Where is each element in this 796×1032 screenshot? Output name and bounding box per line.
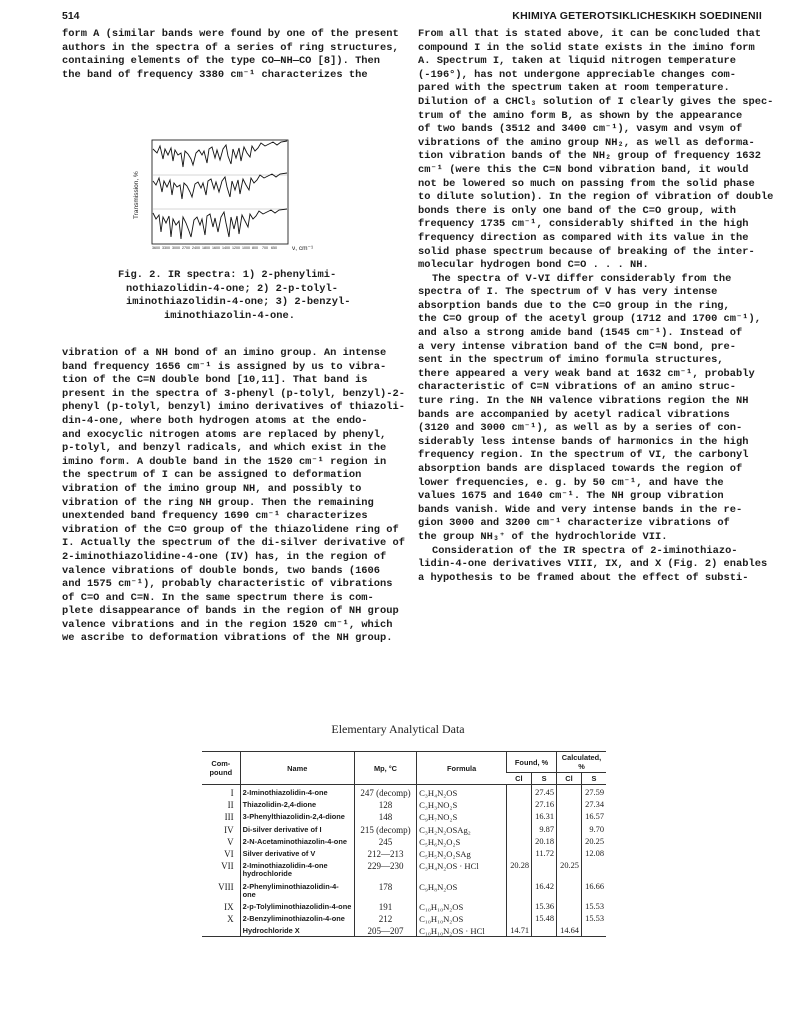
- cell-formula: C₉H₇NO₂S: [417, 809, 507, 821]
- cell-calc-cl: [557, 899, 582, 911]
- cell-found-cl: [507, 911, 532, 923]
- text-line: solid phase spectrum because of breaking of the inter-: [418, 245, 755, 258]
- cell-mp: 229—230: [354, 858, 416, 878]
- text-line: plete disappearance of bands in the region of NH group: [62, 605, 399, 618]
- text-line: the C=O group of the acetyl group (1712 and 1700 cm⁻¹),: [418, 313, 761, 326]
- cell-calc-cl: 14.64: [557, 923, 582, 936]
- text-line: gion 3000 and 3200 cm⁻¹ characterize vibrations of: [418, 517, 730, 530]
- cell-name: 2-p-Tolyliminothiazolidin-4-one: [240, 899, 354, 911]
- text-line: p-tolyl, and benzyl radicals, and which exist in the: [62, 442, 387, 455]
- cell-calc-cl: [557, 834, 582, 846]
- text-line: From all that is stated above, it can be concluded that: [418, 28, 761, 40]
- cell-calc-s: [581, 858, 606, 878]
- text-line: (-196°), has not undergone appreciable changes com-: [418, 68, 737, 81]
- cell-formula: C₁₀H₁₀N₂OS: [417, 911, 507, 923]
- svg-text:1400: 1400: [222, 246, 230, 250]
- left-column-top: [62, 28, 402, 82]
- col-header-found-cl: Cl: [507, 773, 532, 785]
- text-line: din-4-one, where both hydrogen atoms at the endo-: [62, 414, 368, 427]
- col-header-calculated: Calculated, %: [557, 752, 606, 773]
- cell-formula: C₅H₅N₂O₂SAg: [417, 846, 507, 858]
- cell-found-s: 27.16: [532, 797, 557, 809]
- text-line: not be lowered so much on passing from the solid phase: [418, 177, 755, 190]
- svg-text:800: 800: [252, 246, 258, 250]
- table-row: [202, 809, 606, 821]
- text-line: lidin-4-one derivatives VIII, IX, and X (Fig. 2) enables: [418, 558, 768, 571]
- cell-found-cl: [507, 899, 532, 911]
- table-row: [202, 911, 606, 923]
- cell-calc-cl: [557, 879, 582, 899]
- running-header: [62, 10, 762, 26]
- cell-name: Di-silver derivative of I: [240, 822, 354, 834]
- table-row: [202, 822, 606, 834]
- cell-name: Thiazolidin-2,4-dione: [240, 797, 354, 809]
- text-line: a very intense vibration band of the C=N bond, pre-: [418, 340, 737, 353]
- cell-formula: C₃H₃NO₂S: [417, 797, 507, 809]
- cell-formula: C₁₀H₁₀N₂OS · HCl: [417, 923, 507, 936]
- cell-found-cl: [507, 879, 532, 899]
- text-line: present in the spectra of 3-phenyl (p-tolyl, benzyl)-2-: [62, 387, 405, 400]
- cell-calc-s: 20.25: [581, 834, 606, 846]
- cell-found-s: 16.31: [532, 809, 557, 821]
- cell-found-cl: 20.28: [507, 858, 532, 878]
- text-line: vibration of the C=O group of the thiazolidene ring of: [62, 523, 399, 536]
- svg-text:700: 700: [262, 246, 268, 250]
- spectrum-2: [153, 173, 287, 199]
- text-line: vibration of a NH bond of an imino group. An intense: [62, 347, 387, 359]
- cell-id: VI: [224, 849, 234, 860]
- cell-calc-cl: [557, 846, 582, 858]
- svg-text:650: 650: [271, 246, 277, 250]
- text-line: of two bands (3512 and 3400 cm⁻¹), νasym and νsym of: [418, 123, 743, 136]
- text-line: characteristic of C=N vibrations of an amino struc-: [418, 381, 737, 394]
- ir-spectra-plot: [130, 137, 330, 257]
- cell-formula: C₅H₆N₂O₂S: [417, 834, 507, 846]
- text-line: containing elements of the type CO—NH—CO [8]). Then: [62, 55, 381, 68]
- cell-id: III: [224, 812, 234, 823]
- text-line: bands vanish. Wide and very intense bands in the re-: [418, 503, 743, 516]
- cell-mp: 215 (decomp): [354, 822, 416, 834]
- text-line: trum of the amino form B, as shown by the appearance: [418, 109, 743, 122]
- text-line: and 1575 cm⁻¹), probably characteristic of vibrations: [62, 578, 393, 591]
- right-column: [418, 28, 774, 585]
- text-line: frequency region. In the spectrum of VI, the carbonyl: [418, 449, 749, 462]
- cell-id: VIII: [218, 881, 234, 892]
- text-line: A. Spectrum I, taken at liquid nitrogen temperature: [418, 55, 737, 68]
- text-line: Consideration of the IR spectra of 2-iminothiazo-: [432, 544, 738, 557]
- cell-calc-s: 15.53: [581, 899, 606, 911]
- table-row: [202, 785, 606, 798]
- cell-found-s: 15.36: [532, 899, 557, 911]
- cell-id: X: [227, 914, 234, 925]
- text-line: values 1675 and 1640 cm⁻¹. The NH group vibration: [418, 490, 724, 503]
- text-line: band frequency 1656 cm⁻¹ is assigned by us to vibra-: [62, 360, 387, 373]
- text-line: phenyl (p-tolyl, benzyl) imino derivatives of thiazoli-: [62, 401, 405, 414]
- cell-found-s: 20.18: [532, 834, 557, 846]
- text-line: we ascribe to deformation vibrations of the NH group.: [62, 632, 393, 645]
- text-line: valence vibrations of double bonds, two bands (1606: [62, 564, 381, 577]
- text-line: vibration of the ring NH group. Then the remaining: [62, 496, 374, 509]
- cell-mp: 245: [354, 834, 416, 846]
- text-line: to dilute solution). In the region of vibration of double: [418, 191, 774, 204]
- cell-calc-cl: [557, 911, 582, 923]
- text-line: molecular hydrogen bond C=O . . . NH.: [418, 259, 649, 272]
- text-line: there appeared a very weak band at 1632 cm⁻¹, probably: [418, 367, 755, 380]
- cell-name: 3-Phenylthiazolidin-2,4-dione: [240, 809, 354, 821]
- text-line: the spectrum of I can be assigned to deformation: [62, 469, 362, 482]
- col-header-calc-cl: Cl: [557, 773, 582, 785]
- cell-found-cl: [507, 846, 532, 858]
- cell-id: II: [227, 800, 234, 811]
- journal-title: KHIMIYA GETEROTSIKLICHESKIKH SOEDINENII: [512, 10, 762, 22]
- text-line: and also a strong amide band (1545 cm⁻¹). Instead of: [418, 327, 743, 340]
- table-row: [202, 899, 606, 911]
- svg-text:2700: 2700: [182, 246, 190, 250]
- text-line: imino form. A double band in the 1520 cm⁻¹ region in: [62, 455, 387, 468]
- cell-mp: 191: [354, 899, 416, 911]
- ir-spectra-figure: [130, 137, 330, 257]
- text-line: absorption bands are displaced towards the region of: [418, 463, 743, 475]
- cell-calc-cl: [557, 822, 582, 834]
- text-line: authors in the spectra of a series of ring structures,: [62, 41, 399, 54]
- table-row: [202, 923, 606, 936]
- page-number: 514: [62, 10, 80, 22]
- cell-mp: 247 (decomp): [354, 785, 416, 798]
- left-column-bottom: [62, 347, 405, 646]
- x-axis-label: ν, cm⁻¹: [292, 245, 314, 252]
- col-header-found: Found, %: [507, 752, 557, 773]
- table-row: [202, 846, 606, 858]
- text-line: Dilution of a CHCl₃ solution of I clearly gives the spec-: [418, 95, 774, 108]
- cell-calc-cl: [557, 797, 582, 809]
- text-line: (3120 and 3000 cm⁻¹), as well as by a series of con-: [418, 422, 743, 435]
- cell-mp: 128: [354, 797, 416, 809]
- text-line: tion vibration bands of the NH₂ group of frequency 1632: [418, 150, 761, 163]
- cell-mp: 148: [354, 809, 416, 821]
- text-line: and exocyclic nitrogen atoms are replaced by phenyl,: [62, 428, 387, 441]
- table-row: [202, 879, 606, 899]
- text-line: lower frequencies, e. g. by 50 cm⁻¹, and have the: [418, 476, 724, 489]
- text-line: bands are accompanied by acetyl radical vibrations: [418, 408, 730, 421]
- col-header-name: Name: [240, 752, 354, 785]
- text-line: 2-iminothiazolidine-4-one (IV) has, in the region of: [62, 550, 387, 563]
- cell-formula: C₃H₄N₂OS: [417, 785, 507, 798]
- cell-found-s: [532, 923, 557, 936]
- cell-calc-s: 16.66: [581, 879, 606, 899]
- cell-calc-cl: 20.25: [557, 858, 582, 878]
- text-line: The spectra of V-VI differ considerably from the: [432, 272, 732, 285]
- figure-caption: [118, 269, 351, 323]
- text-line: unextended band frequency 1690 cm⁻¹ characterizes: [62, 510, 368, 523]
- col-header-found-s: S: [532, 773, 557, 785]
- cell-calc-s: 9.70: [581, 822, 606, 834]
- text-line: cm⁻¹ (were this the C=N bond vibration band, it would: [418, 163, 749, 176]
- text-line: the group NH₃⁺ of the hydrochloride VII.: [418, 530, 668, 543]
- cell-calc-s: [581, 923, 606, 936]
- cell-found-cl: [507, 785, 532, 798]
- cell-id: I: [230, 788, 234, 798]
- cell-found-s: 16.42: [532, 879, 557, 899]
- col-header-compound: Com-pound: [202, 752, 240, 785]
- text-line: absorption bands due to the C=O group in the ring,: [418, 299, 730, 312]
- text-line: valence vibrations and in the region 1520 cm⁻¹, which: [62, 618, 393, 631]
- cell-name: 2-Phenyliminothiazolidin-4-one: [240, 879, 354, 899]
- cell-found-s: 15.48: [532, 911, 557, 923]
- svg-text:3600: 3600: [152, 246, 160, 250]
- cell-name: Silver derivative of V: [240, 846, 354, 858]
- cell-formula: C₉H₈N₂OS: [417, 879, 507, 899]
- cell-id: IV: [224, 824, 234, 835]
- svg-text:2400: 2400: [192, 246, 200, 250]
- cell-formula: C₁₀H₁₀N₂OS: [417, 899, 507, 911]
- cell-calc-s: 15.53: [581, 911, 606, 923]
- text-line: siderably less intense bands of harmonics in the high: [418, 435, 749, 448]
- text-line: vibrations of the amino group NH₂, as well as deforma-: [418, 136, 755, 149]
- cell-name: 2-N-Acetaminothiazolin-4-one: [240, 834, 354, 846]
- cell-found-s: 11.72: [532, 846, 557, 858]
- cell-mp: 212—213: [354, 846, 416, 858]
- text-line: spectra of I. The spectrum of V has very intense: [418, 286, 718, 299]
- text-line: frequency 1735 cm⁻¹, considerably shifted in the high: [418, 218, 749, 231]
- col-header-mp: Mp, °C: [354, 752, 416, 785]
- spectrum-1: [153, 141, 287, 167]
- cell-calc-s: 27.34: [581, 797, 606, 809]
- spectrum-3: [153, 209, 287, 239]
- text-line: of C=O and C=N. In the same spectrum there is com-: [62, 591, 374, 604]
- cell-calc-cl: [557, 785, 582, 798]
- caption-line: iminothiazolidin-4-one; 3) 2-benzyl-: [126, 296, 351, 309]
- y-axis-label: Transmission, %: [133, 171, 140, 219]
- text-line: sent in the spectrum of imino formula structures,: [418, 354, 724, 367]
- svg-text:1200: 1200: [232, 246, 240, 250]
- cell-name: 2-Benzyliminothiazolin-4-one: [240, 911, 354, 923]
- svg-text:3000: 3000: [172, 246, 180, 250]
- text-line: vibration of the imino group NH, and possibly to: [62, 482, 362, 495]
- cell-calc-s: 16.57: [581, 809, 606, 821]
- text-line: a hypothesis to be framed about the effect of substi-: [418, 571, 749, 584]
- svg-text:3300: 3300: [162, 246, 170, 250]
- text-line: the band of frequency 3380 cm⁻¹ characterizes the: [62, 68, 368, 81]
- col-header-formula: Formula: [417, 752, 507, 785]
- text-line: form A (similar bands were found by one of the present: [62, 28, 399, 40]
- cell-id: V: [227, 836, 234, 847]
- cell-mp: 212: [354, 911, 416, 923]
- svg-text:1600: 1600: [212, 246, 220, 250]
- cell-found-cl: 14.71: [507, 923, 532, 936]
- text-line: frequency direction as compared with its value in the: [418, 231, 749, 244]
- cell-id: [202, 923, 240, 936]
- table-row: [202, 797, 606, 809]
- x-axis-ticks: [152, 246, 277, 250]
- col-header-calc-s: S: [581, 773, 606, 785]
- cell-found-s: [532, 858, 557, 878]
- cell-formula: C₃H₂N₂OSAg₂: [417, 822, 507, 834]
- cell-calc-cl: [557, 809, 582, 821]
- text-line: tion of the C=N double bond [10,11]. That band is: [62, 374, 368, 387]
- analytical-data-table: [202, 751, 606, 937]
- cell-calc-s: 12.08: [581, 846, 606, 858]
- cell-found-cl: [507, 797, 532, 809]
- cell-name: 2-Iminothiazolidin-4-one hydrochloride: [240, 858, 354, 878]
- cell-found-s: 9.87: [532, 822, 557, 834]
- cell-found-cl: [507, 834, 532, 846]
- svg-text:1000: 1000: [242, 246, 250, 250]
- table-row: [202, 834, 606, 846]
- cell-found-cl: [507, 809, 532, 821]
- cell-mp: 178: [354, 879, 416, 899]
- cell-mp: 205—207: [354, 923, 416, 936]
- cell-found-s: 27.45: [532, 785, 557, 798]
- cell-name: 2-Iminothiazolidin-4-one: [240, 785, 354, 798]
- text-line: I. Actually the spectrum of the di-silver derivative of: [62, 537, 405, 550]
- text-line: ture ring. In the NH valence vibrations region the NH: [418, 395, 749, 408]
- cell-calc-s: 27.59: [581, 785, 606, 798]
- caption-line: nothiazolidin-4-one; 2) 2-p-tolyl-: [126, 282, 339, 295]
- text-line: compound I in the solid state exists in the imino form: [418, 41, 755, 54]
- cell-id: IX: [224, 902, 234, 913]
- cell-name: Hydrochloride X: [240, 923, 354, 936]
- cell-id: VII: [221, 861, 234, 872]
- caption-line: iminothiazolin-4-one.: [164, 309, 295, 322]
- caption-line: Fig. 2. IR spectra: 1) 2-phenylimi-: [118, 269, 337, 281]
- cell-formula: C₃H₄N₂OS · HCl: [417, 858, 507, 878]
- cell-found-cl: [507, 822, 532, 834]
- table-title: Elementary Analytical Data: [331, 722, 465, 736]
- table-row: [202, 858, 606, 878]
- text-line: bonds there is only one band of the C=O group, with: [418, 204, 737, 217]
- text-line: pared with the spectrum taken at room temperature.: [418, 82, 730, 95]
- svg-text:1800: 1800: [202, 246, 210, 250]
